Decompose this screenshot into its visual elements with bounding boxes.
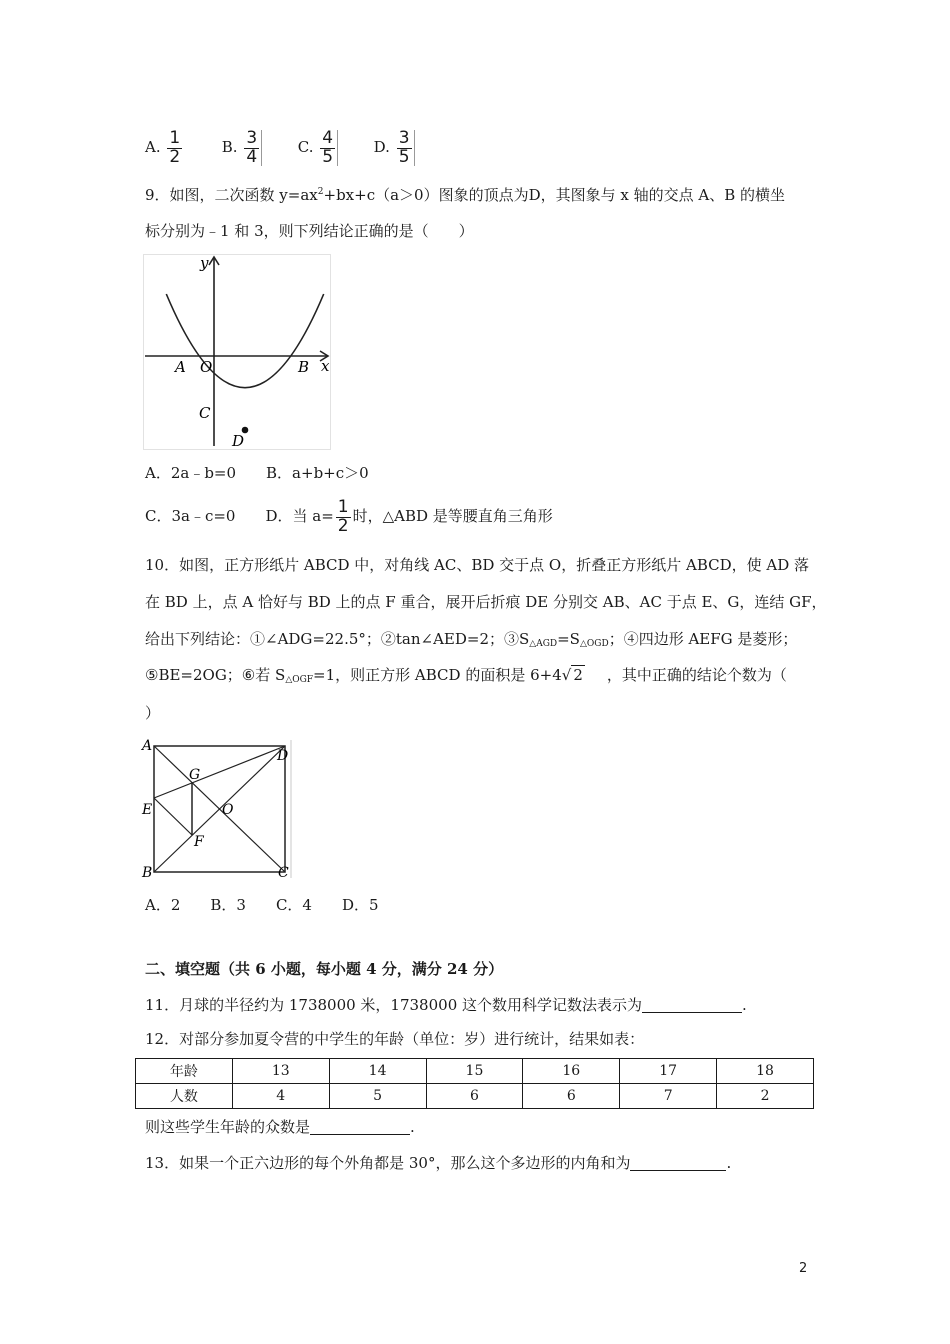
q8-option-c-label: C. bbox=[297, 138, 314, 156]
q12-age-table bbox=[135, 1058, 814, 1109]
q10-label-a: A bbox=[142, 738, 153, 754]
table-header-count: 人数 bbox=[136, 1084, 233, 1109]
page-number: 2 bbox=[799, 1261, 808, 1276]
q9-label-x: x bbox=[321, 357, 330, 375]
q10-label-d: D bbox=[277, 748, 289, 764]
q8-option-c-fraction: $\frac{4}{5}$ bbox=[320, 130, 338, 167]
q10-text-line5: ） bbox=[145, 704, 161, 722]
q9-parabola-graph bbox=[143, 254, 331, 450]
q12-answer-blank[interactable] bbox=[310, 1120, 410, 1135]
q10-label-f: F bbox=[194, 834, 204, 850]
q8-option-d-label: D. bbox=[373, 138, 390, 156]
q9-text-line2: 标分别为﹣1 和 3，则下列结论正确的是（ ） bbox=[145, 222, 474, 240]
table-row bbox=[136, 1059, 814, 1084]
q10-label-e: E bbox=[142, 802, 153, 818]
q9-label-b: B bbox=[298, 358, 310, 376]
q8-options bbox=[145, 128, 417, 166]
q10-text-line3: 给出下列结论：①∠ADG=22.5°；②tan∠AED=2；$③S_{\triangle AGD}=S_{\triangle OGD}$；④四边形 AEFG 是菱形； bbox=[145, 630, 798, 649]
q9-label-a: A bbox=[175, 358, 186, 376]
q10-text-line4: ⑤BE=2OG；⑥若 $S_{\triangle OGF}=1$，则正方形 ABCD 的面积是 6+4√ 2 ，其中正确的结论个数为（ bbox=[145, 666, 787, 685]
sqrt-symbol: √ bbox=[561, 666, 572, 684]
q9-label-y: y bbox=[200, 254, 209, 272]
table-cell: 6 bbox=[523, 1084, 620, 1109]
q11-answer-blank[interactable] bbox=[642, 998, 742, 1013]
q10-options: A．2 B．3 C．4 D．5 bbox=[145, 896, 379, 914]
q10-label-g: G bbox=[189, 767, 201, 783]
table-cell: 16 bbox=[523, 1059, 620, 1084]
table-cell: 18 bbox=[717, 1059, 814, 1084]
q9-label-c: C bbox=[199, 404, 211, 422]
table-row bbox=[136, 1084, 814, 1109]
q8-option-a-label: A. bbox=[145, 138, 161, 156]
q12-after-text: 则这些学生年龄的众数是 . bbox=[145, 1118, 415, 1136]
q11-text: 11．月球的半径约为 1738000 米，1738000 这个数用科学记数法表示为 . bbox=[145, 996, 747, 1014]
q13-answer-blank[interactable] bbox=[630, 1156, 726, 1171]
q9-graph-frame bbox=[144, 255, 331, 450]
q10-label-b: B bbox=[142, 865, 153, 881]
q9-label-d: D bbox=[232, 432, 245, 450]
q10-text-line1: 10．如图，正方形纸片 ABCD 中，对角线 AC、BD 交于点 O，折叠正方形纸片 ABCD，使 AD 落 bbox=[145, 556, 810, 574]
table-cell: 7 bbox=[620, 1084, 717, 1109]
q12-text: 12．对部分参加夏令营的中学生的年龄（单位：岁）进行统计，结果如表： bbox=[145, 1030, 645, 1048]
q8-option-d-fraction: $\frac{3}{5}$ bbox=[397, 130, 415, 167]
q10-segment-ef bbox=[154, 798, 192, 835]
table-cell: 14 bbox=[329, 1059, 426, 1084]
table-cell: 13 bbox=[232, 1059, 329, 1084]
q13-text: 13．如果一个正六边形的每个外角都是 30°，那么这个多边形的内角和为 . bbox=[145, 1154, 732, 1172]
table-cell: 15 bbox=[426, 1059, 523, 1084]
q9-label-o: O bbox=[200, 358, 213, 376]
q10-crease-de bbox=[154, 746, 285, 798]
table-cell: 5 bbox=[329, 1084, 426, 1109]
q9-options-row2: C．3a﹣c=0 D．当 a= $\frac{1}{2}$ 时，△ABD 是等腰直角三角形 bbox=[145, 496, 553, 536]
table-header-age: 年龄 bbox=[136, 1059, 233, 1084]
q8-option-b-label: B. bbox=[221, 138, 238, 156]
q8-option-a-fraction: $\frac{1}{2}$ bbox=[169, 127, 181, 167]
table-cell: 2 bbox=[717, 1084, 814, 1109]
table-cell: 6 bbox=[426, 1084, 523, 1109]
q8-option-b-fraction: $\frac{3}{4}$ bbox=[244, 130, 262, 167]
section2-title: 二、填空题（共 6 小题，每小题 4 分，满分 24 分） bbox=[145, 960, 504, 978]
q9-option-d-fraction: $\frac{1}{2}$ bbox=[337, 496, 349, 536]
q10-label-o: O bbox=[222, 802, 234, 818]
table-cell: 17 bbox=[620, 1059, 717, 1084]
q10-square-figure bbox=[140, 736, 296, 882]
q10-label-c: C bbox=[278, 865, 289, 881]
q10-text-line2: 在 BD 上，点 A 恰好与 BD 上的点 F 重合，展开后折痕 DE 分别交 AB、AC 于点 E、G，连结 GF， bbox=[145, 593, 827, 611]
q9-options-row1: A．2a﹣b=0 B．a+b+c＞0 bbox=[145, 464, 369, 482]
table-cell: 4 bbox=[232, 1084, 329, 1109]
q9-text-line1: 9．如图，二次函数 $y=ax^2+bx+c(a>0)$图象的顶点为D，其图象与 x 轴的交点 A、B 的横坐 bbox=[145, 186, 786, 204]
